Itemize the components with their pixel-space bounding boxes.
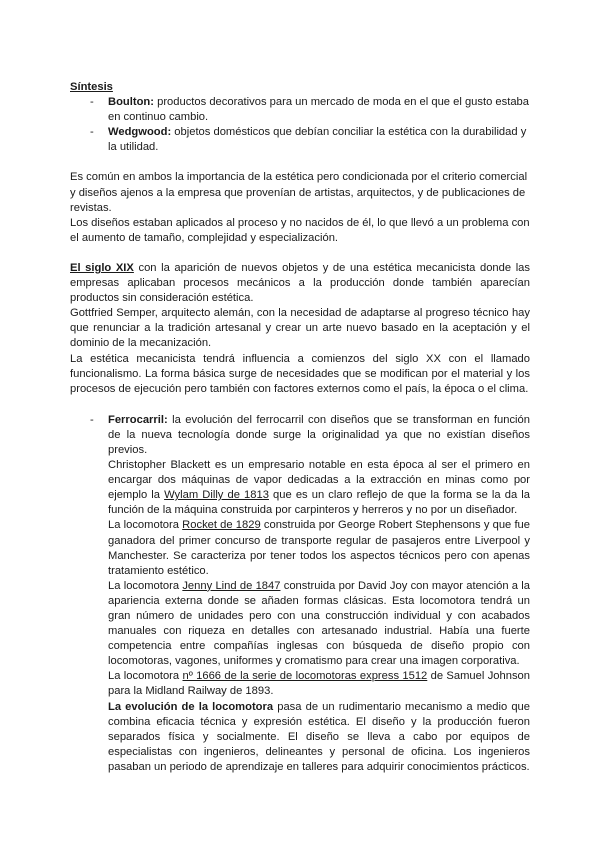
jenny-text-b: construida por David Joy con mayor atención a la apariencia externa donde se añaden formas clásicas. Esta locomotora tendrá un gran número de unidades pero con una construcción individual y con acabados manuales con riqueza en detalles con artesanado industrial. Había una fuerte competencia entre compañías inglesas con búsqueda de diseño propio con locomotoras, vagones, uniformes y cromatismo para crear una imagen corporativa. bbox=[108, 579, 530, 668]
ferrocarril-intro: la evolución del ferrocarril con diseños que se transforman en función de la nueva tecnología donde surge la originalidad ya que no existían diseños previos. bbox=[108, 413, 530, 456]
link-wylam-dilly: Wylam Dilly de 1813 bbox=[164, 489, 269, 502]
list-item-ferrocarril bbox=[108, 413, 530, 775]
rocket-text-b: construida por George Robert Stephensons y que fue ganadora del primer concurso de transporte regular de pasajeros entre Liverpool y Manchester. Se caracteriza por tener todos los aspectos técnicos pero con apenas tratamiento estético. bbox=[108, 519, 530, 577]
paragraph-sintesis-1: Es común en ambos la importancia de la estética pero condicionada por el criterio comercial y diseños ajenos a la empresa que provenían de artistas, arquitectos, y de publicaciones de revistas. bbox=[70, 171, 528, 214]
paragraph-evolucion bbox=[108, 700, 530, 775]
link-locomotora-1666: nº 1666 de la serie de locomotoras express 1512 bbox=[182, 670, 428, 683]
term-boulton: Boulton: bbox=[108, 96, 154, 109]
paragraph-locomotora-1666 bbox=[108, 669, 530, 699]
paragraph-blackett bbox=[108, 458, 530, 518]
sintesis-list bbox=[70, 95, 530, 155]
term-wedgwood: Wedgwood: bbox=[108, 126, 172, 139]
paragraph-funcionalismo: La estética mecanicista tendrá influencia a comienzos del siglo XX con el llamado funcionalismo. La forma básica surge de necesidades que se modifican por el material y los procesos de ejecución pero también con factores externos como el país, la época o el clima. bbox=[70, 352, 530, 395]
section-title-sintesis: Síntesis bbox=[70, 81, 113, 93]
ferrocarril-list bbox=[70, 413, 530, 775]
blackett-text-a: Christopher Blackett es un empresario notable en esta época al ser el primero en encargar dos máquinas de vapor dedicadas a la extracción en minas como por ejemplo la bbox=[108, 459, 530, 502]
paragraph-siglo-1 bbox=[70, 261, 530, 306]
list-item-wedgwood bbox=[108, 125, 530, 155]
paragraph-jenny-lind bbox=[108, 579, 530, 670]
text-boulton: productos decorativos para un mercado de moda en el que el gusto estaba en continuo cambio. bbox=[108, 96, 530, 124]
heading-siglo-xix: El siglo XIX bbox=[70, 261, 134, 274]
paragraph-semper: Gottfried Semper, arquitecto alemán, con la necesidad de adaptarse al progreso técnico hay que renunciar a la tradición artesanal y crear un arte nuevo basado en la aceptación y el dominio de la mecanización. bbox=[70, 307, 530, 350]
n1666-text-a: La locomotora bbox=[108, 670, 183, 683]
n1666-text-b: de Samuel Johnson para la Midland Railway de 1893. bbox=[108, 670, 530, 698]
siglo-intro-text: con la aparición de nuevos objetos y de una estética mecanicista donde las empresas aplicaban procesos mecánicos a la producción donde también aparecían productos sin consideración estética. bbox=[70, 261, 530, 305]
rocket-text-a: La locomotora bbox=[108, 519, 183, 532]
paragraph-rocket bbox=[108, 518, 530, 578]
evolucion-bold: La evolución de la locomotora bbox=[108, 700, 274, 713]
text-wedgwood: objetos domésticos que debían conciliar la estética con la durabilidad y la utilidad. bbox=[108, 126, 527, 154]
evolucion-text: pasa de un rudimentario mecanismo a medio que combina eficacia técnica y expresión estética. El diseño y la producción fueron separados física y socialmente. El diseño se lleva a cabo por equipos de especialistas con ingenieros, delineantes y personal de oficina. Los ingenieros pasaban un periodo de aprendizaje en talleres para adquirir conocimientos prácticos. bbox=[108, 700, 530, 773]
paragraph-sintesis-2: Los diseños estaban aplicados al proceso y no nacidos de él, lo que llevó a un problema con el aumento de tamaño, complejidad y especialización. bbox=[70, 216, 530, 244]
blackett-text-b: que es un claro reflejo de que la forma se la da la función de la máquina construida por carpinteros y herreros y no por un diseñador. bbox=[108, 489, 530, 517]
jenny-text-a: La locomotora bbox=[108, 579, 183, 592]
list-item-boulton bbox=[108, 95, 530, 125]
link-rocket: Rocket de 1829 bbox=[182, 519, 261, 532]
link-jenny-lind: Jenny Lind de 1847 bbox=[182, 579, 281, 592]
term-ferrocarril: Ferrocarril: bbox=[108, 413, 168, 426]
